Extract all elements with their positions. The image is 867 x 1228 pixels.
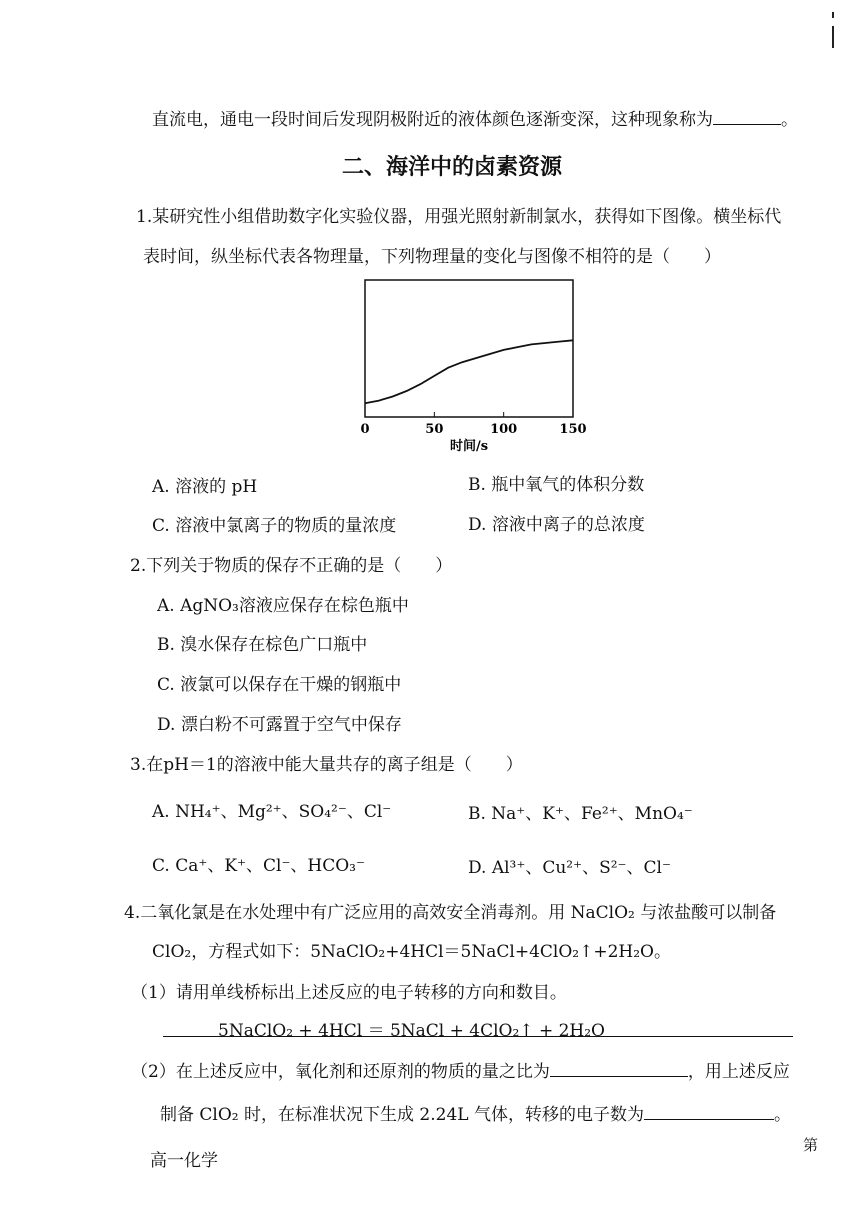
q4-part2-line2-text: 制备 ClO₂ 时，在标准状况下生成 2.24L 气体，转移的电子数为 — [160, 1105, 644, 1125]
q4-part2-line2 — [160, 1100, 791, 1125]
q1-option-b[interactable]: B. 瓶中氧气的体积分数 — [468, 475, 645, 495]
q2-option-c[interactable]: C. 液氯可以保存在干燥的钢瓶中 — [157, 675, 402, 695]
line-chart — [340, 270, 600, 460]
q4-part2-line1 — [131, 1057, 790, 1082]
q3-option-d[interactable]: D. Al³⁺、Cu²⁺、S²⁻、Cl⁻ — [468, 858, 671, 878]
electron-count-blank[interactable] — [644, 1118, 774, 1120]
q1-option-a[interactable]: A. 溶液的 pH — [152, 477, 258, 497]
q1-option-d[interactable]: D. 溶液中离子的总浓度 — [468, 515, 645, 535]
scan-edge-mark — [832, 26, 834, 48]
footer-label: 高一化学 — [150, 1151, 218, 1171]
x-tick-label: 150 — [559, 422, 587, 437]
q1-line1: 1.某研究性小组借助数字化实验仪器，用强光照射新制氯水，获得如下图像。横坐标代 — [136, 207, 782, 227]
intro-line — [152, 105, 798, 130]
x-ticks — [360, 412, 586, 437]
q3-option-b[interactable]: B. Na⁺、K⁺、Fe²⁺、MnO₄⁻ — [468, 804, 693, 824]
x-axis-label: 时间/s — [449, 439, 489, 454]
intro-end: 。 — [781, 110, 798, 130]
q2-option-a[interactable]: A. AgNO₃溶液应保存在棕色瓶中 — [157, 596, 409, 616]
q4-part1: （1）请用单线桥标出上述反应的电子转移的方向和数目。 — [131, 983, 567, 1003]
equation: 5NaClO₂ + 4HCl ＝ 5NaCl + 4ClO₂↑ + 2H₂O — [218, 1021, 605, 1041]
q4-line1: 4.二氧化氯是在水处理中有广泛应用的高效安全消毒剂。用 NaClO₂ 与浓盐酸可以制备 — [124, 903, 777, 923]
q1-line2: 表时间，纵坐标代表各物理量，下列物理量的变化与图像不相符的是（ ） — [143, 247, 721, 267]
equation-answer-line[interactable] — [163, 1016, 793, 1041]
q2-option-d[interactable]: D. 漂白粉不可露置于空气中保存 — [157, 715, 402, 735]
q3-stem: 3.在pH＝1的溶液中能大量共存的离子组是（ ） — [130, 755, 523, 775]
plot-frame — [365, 280, 573, 417]
answer-blank[interactable] — [713, 123, 781, 125]
x-tick-label: 100 — [490, 422, 518, 437]
q4-part2-end: ，用上述反应 — [687, 1062, 790, 1082]
q2-stem: 2.下列关于物质的保存不正确的是（ ） — [130, 556, 453, 576]
series-line — [365, 340, 573, 403]
intro-text: 直流电，通电一段时间后发现阴极附近的液体颜色逐渐变深，这种现象称为 — [152, 110, 713, 130]
q4-part2-text: （2）在上述反应中，氧化剂和还原剂的物质的量之比为 — [131, 1062, 550, 1082]
q3-option-a[interactable]: A. NH₄⁺、Mg²⁺、SO₄²⁻、Cl⁻ — [152, 802, 392, 822]
q3-option-c[interactable]: C. Ca⁺、K⁺、Cl⁻、HCO₃⁻ — [152, 856, 365, 876]
q4-part2-line2-end: 。 — [773, 1105, 791, 1125]
page-corner-mark: 第 — [803, 1136, 819, 1154]
x-tick-label: 50 — [425, 422, 444, 437]
scan-edge-mark — [832, 12, 834, 18]
x-tick-label: 0 — [360, 422, 370, 437]
section-title: 二、海洋中的卤素资源 — [342, 155, 563, 180]
q1-option-c[interactable]: C. 溶液中氯离子的物质的量浓度 — [152, 516, 397, 536]
q4-line2: ClO₂，方程式如下：5NaClO₂+4HCl＝5NaCl+4ClO₂↑+2H₂O。 — [152, 942, 671, 962]
ratio-blank[interactable] — [550, 1075, 688, 1077]
q2-option-b[interactable]: B. 溴水保存在棕色广口瓶中 — [157, 635, 368, 655]
